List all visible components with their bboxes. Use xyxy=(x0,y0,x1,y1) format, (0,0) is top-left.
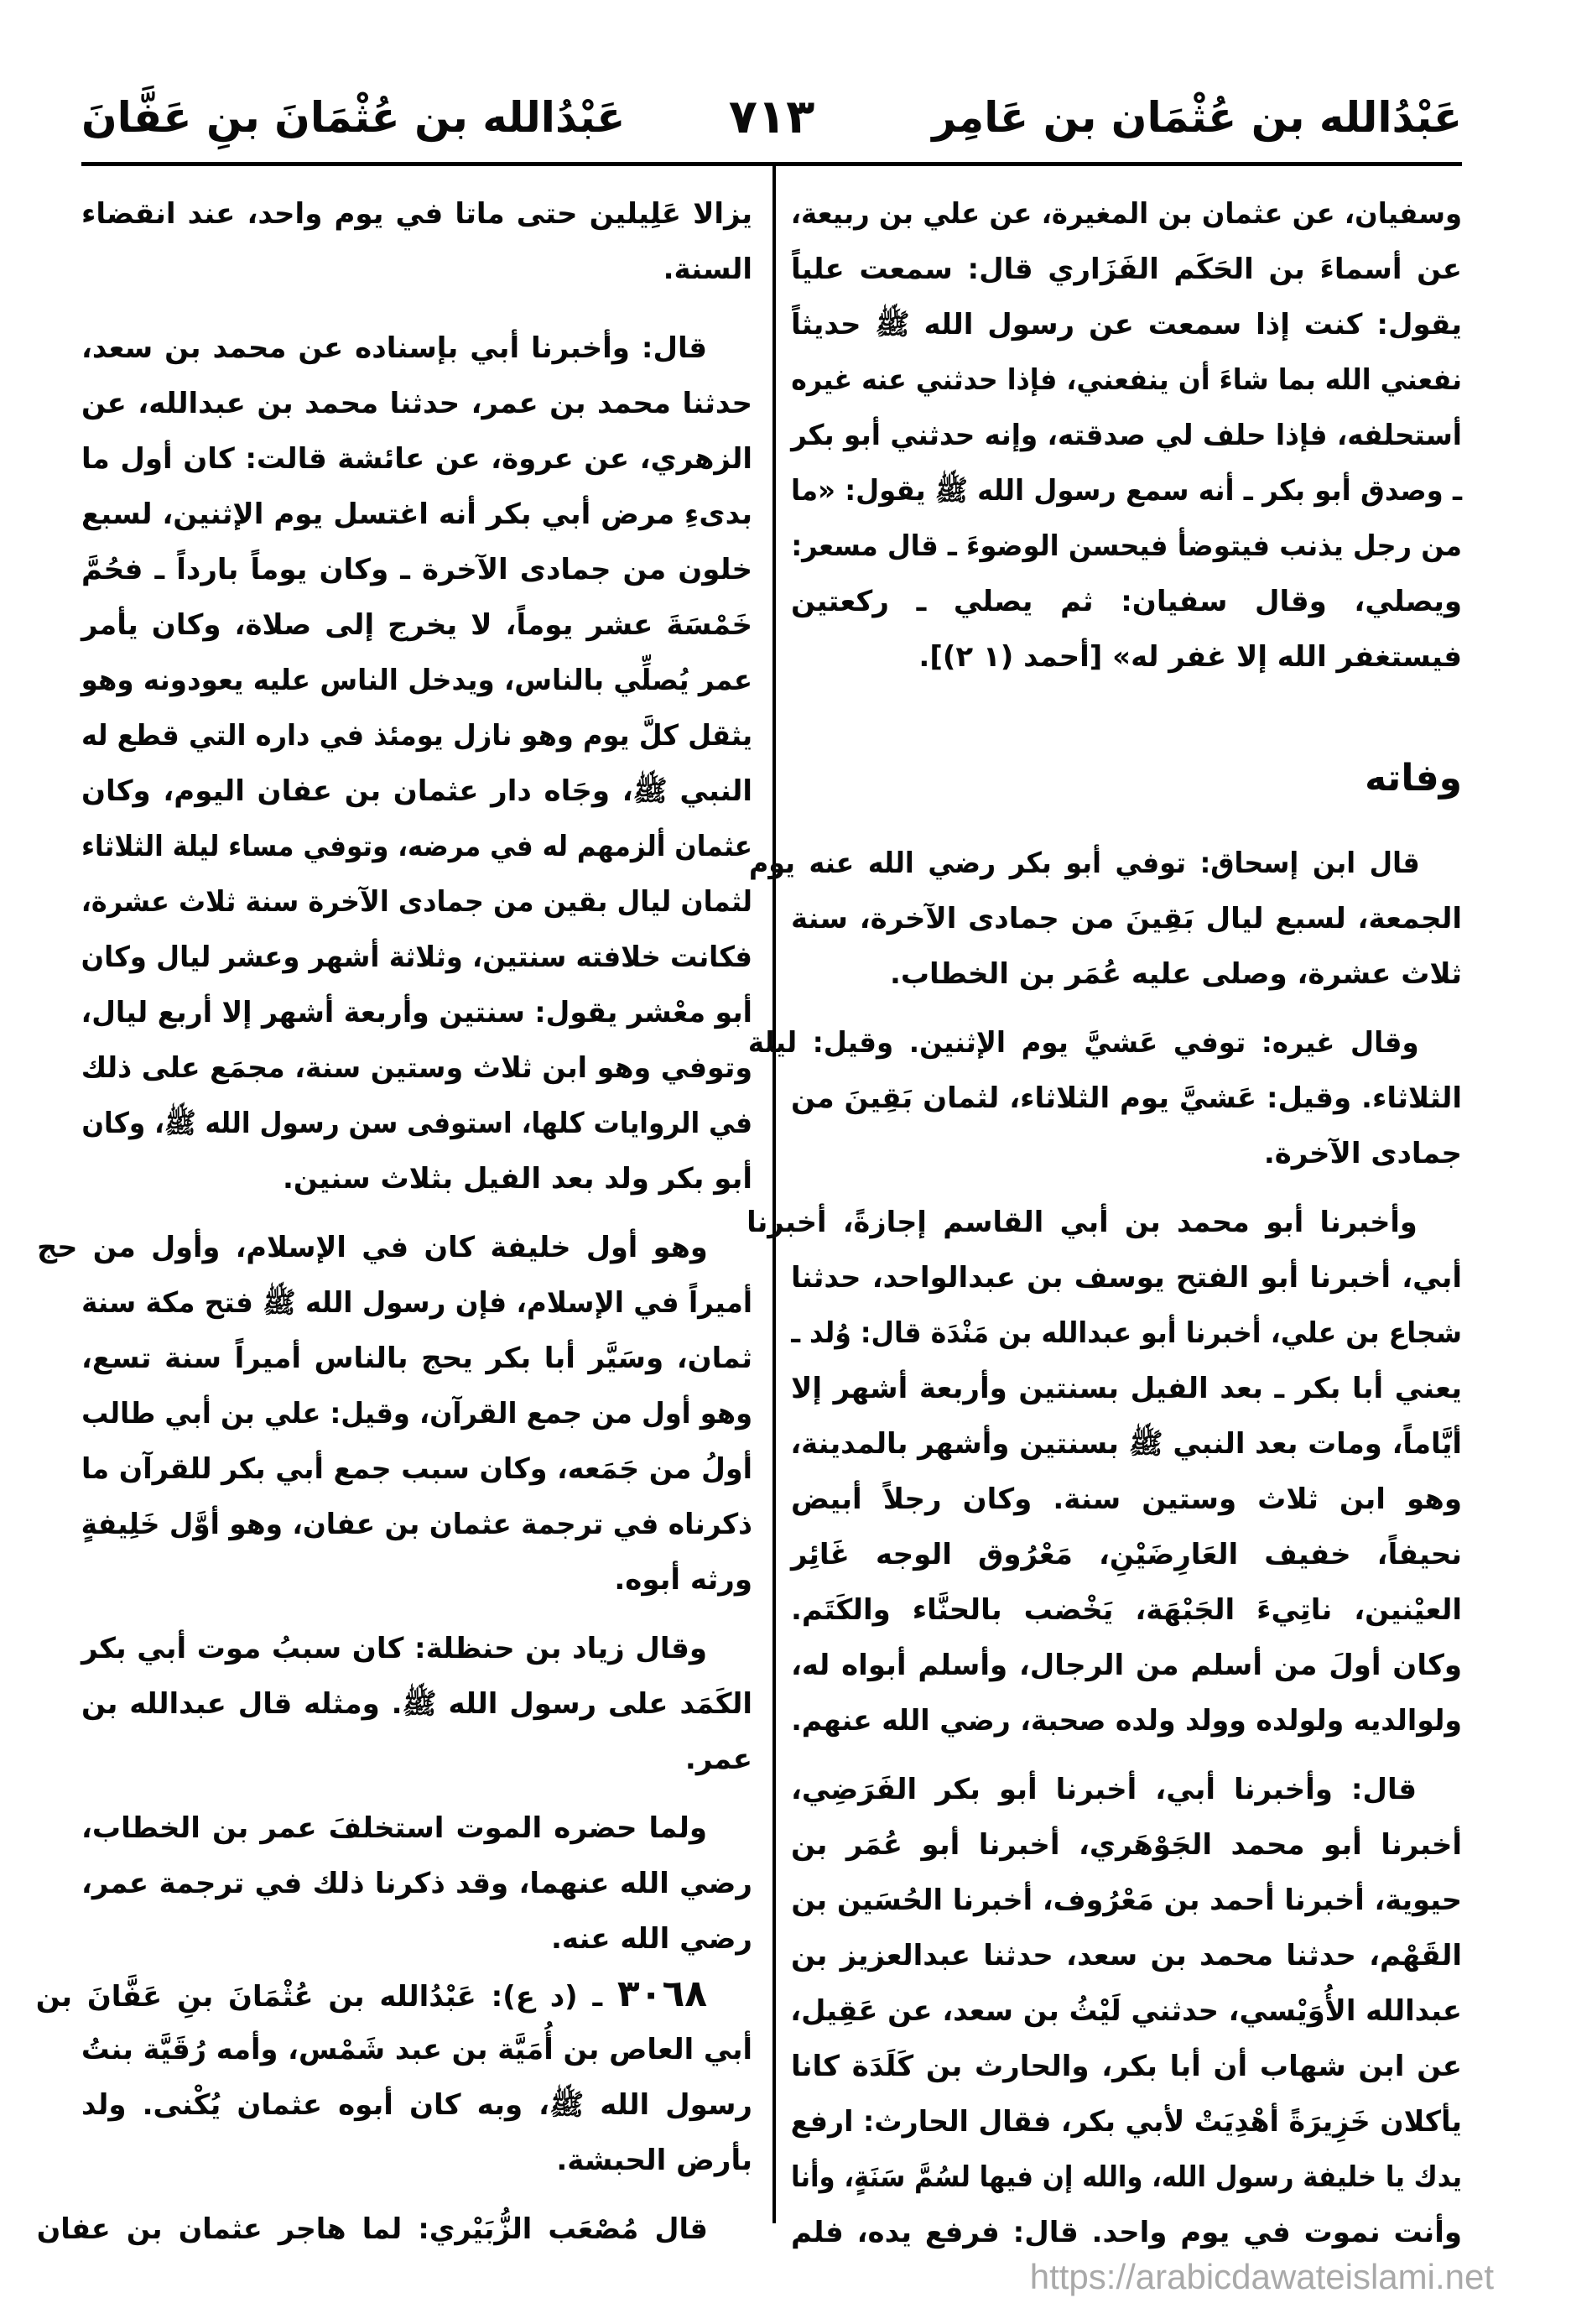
text-line: يدك يا خليفة رسول الله، والله إن فيها لسُمَّ سَنَةٍ، وأنا xyxy=(790,2160,1462,2194)
text-line: رضي الله عنهما، وقد ذكرنا ذلك في ترجمة عمر، xyxy=(81,1867,752,1900)
entry-heading-line xyxy=(36,1967,752,2022)
text-line: العيْنين، ناتِيءَ الجَبْهَة، يَخْضب بالحنَّاء والكَتَم. xyxy=(791,1593,1462,1627)
biography-entry xyxy=(35,1967,752,2188)
column-divider xyxy=(772,164,776,2223)
text-line: وسفيان، عن عثمان بن المغيرة، عن علي بن ربيعة، xyxy=(790,197,1462,231)
text-line: ثمان، وسَيَّر أبا بكر يحج بالناس أميراً سنة تسع، xyxy=(81,1342,752,1375)
text-line: خَمْسَةَ عشر يوماً، لا يخرج إلى صلاة، وكان يأمر xyxy=(81,608,752,642)
text-line: قال مُصْعَب الزُّبَيْري: لما هاجر عثمان بن عفان xyxy=(36,2212,708,2246)
text-line: نفعني الله بما شاءَ أن ينفعني، فإذا حدثني عنه غيره xyxy=(791,363,1462,397)
text-line: وكان أولَ من أسلم من الرجال، وأسلم أبواه له، xyxy=(791,1649,1462,1682)
paragraph xyxy=(81,186,752,297)
text-line: وأخبرنا أبو محمد بن أبي القاسم إجازةً، أخبرنا xyxy=(746,1206,1418,1239)
entry-name-tail: بن xyxy=(35,1980,73,2014)
paragraph xyxy=(746,1195,1462,1748)
text-line: وتوفي وهو ابن ثلاث وستين سنة، مجمَع على ذلك xyxy=(81,1051,753,1085)
running-title-left: عَبْدُالله بن عُثْمَانَ بنِ عَفَّانَ xyxy=(81,93,626,142)
text-line: عمر يُصلِّي بالناس، ويدخل الناس عليه يعودونه وهو xyxy=(81,664,752,697)
page-number: ٧١٣ xyxy=(728,90,815,144)
text-line: شجاع بن علي، أخبرنا أبو عبدالله بن مَنْدَة قال: وُلد ـ xyxy=(791,1316,1462,1350)
section-heading: وفاته xyxy=(1365,757,1462,800)
text-line: عن أسماءَ بن الحَكَم الفَزَاري قال: سمعت علياً xyxy=(791,253,1462,286)
text-line: وهو ابن ثلاث وستين سنة. وكان رجلاً أبيض xyxy=(791,1482,1462,1516)
text-line: عثمان ألزمهم له في مرضه، وتوفي مساء ليلة الثلاثاء xyxy=(81,830,752,863)
text-line: عمر. xyxy=(684,1743,752,1776)
left-column xyxy=(35,186,753,2257)
text-line: وقال زياد بن حنظلة: كان سببُ موت أبي بكر xyxy=(81,1632,707,1665)
text-line: بدىءِ مرض أبي بكر أنه اغتسل يوم الإثنين، لسبع xyxy=(81,498,752,531)
entry-name: عَبْدُالله بن عُثْمَانَ بنِ عَفَّانَ xyxy=(86,1980,476,2014)
paragraph xyxy=(81,1800,752,1967)
text-line: يعني أبا بكر ـ بعد الفيل بسنتين وأربعة أشهر إلا xyxy=(791,1372,1462,1405)
text-line: ورثه أبوه. xyxy=(614,1563,752,1597)
text-line: وقال غيره: توفي عَشيَّ يوم الإثنين. وقيل: ليلة xyxy=(747,1026,1419,1060)
text-line: أبو بكر ولد بعد الفيل بثلاث سنين. xyxy=(282,1162,752,1196)
text-line: بأرض الحبشة. xyxy=(556,2144,752,2177)
text-line: أبو معْشر يقول: سنتين وأربعة أشهر إلا أربع ليال، xyxy=(81,996,753,1029)
entry-number: ٣٠٦٨ xyxy=(616,1972,708,2015)
paragraph xyxy=(791,1762,1462,2260)
text-line: أيَّاماً، ومات بعد النبي ﷺ بسنتين وأشهر بالمدينة، xyxy=(790,1427,1462,1461)
text-line: قال ابن إسحاق: توفي أبو بكر رضي الله عنه يوم xyxy=(748,847,1420,880)
text-line: القَهْم، حدثنا محمد بن سعد، حدثنا عبدالعزيز بن xyxy=(791,1939,1462,1972)
text-line: يثقل كلَّ يوم وهو نازل يومئذ في داره التي قطع له xyxy=(81,719,752,753)
text-line: ويصلي، وقال سفيان: ثم يصلي ـ ركعتين xyxy=(791,585,1462,618)
running-title-right: عَبْدُالله بن عُثْمَان بن عَامِر xyxy=(932,93,1462,142)
paragraph xyxy=(37,1220,753,1608)
paragraph xyxy=(748,836,1462,1002)
text-line: أخبرنا أبو محمد الجَوْهَري، أخبرنا أبو عُمَر بن xyxy=(791,1828,1462,1862)
right-column xyxy=(746,186,1462,2260)
text-line: ذكرناه في ترجمة عثمان بن عفان، وهو أوَّل خَلِيفةٍ xyxy=(81,1508,752,1541)
text-line: النبي ﷺ، وجَاه دار عثمان بن عفان اليوم، وكان xyxy=(81,774,752,808)
text-line: جمادى الآخرة. xyxy=(1263,1137,1462,1170)
text-line: من رجل يذنب فيتوضأ فيحسن الوضوءَ ـ قال مسعر: xyxy=(791,529,1462,563)
text-line: ولما حضره الموت استخلفَ عمر بن الخطاب، xyxy=(81,1811,707,1845)
entry-body xyxy=(81,2022,752,2188)
text-line: أميراً في الإسلام، فإن رسول الله ﷺ فتح مكة سنة xyxy=(81,1286,752,1320)
text-line: حدثنا محمد بن عمر، حدثنا محمد بن عبدالله، عن xyxy=(81,387,752,420)
text-line: نحيفاً، خفيف العَارِضَيْنِ، مَعْرُوق الوجه غَائِر xyxy=(791,1538,1462,1571)
text-line: ثلاث عشرة، وصلى عليه عُمَر بن الخطاب. xyxy=(889,957,1462,991)
text-line: فيستغفر الله إلا غفر له» [أحمد (١ ٢)]. xyxy=(918,640,1462,674)
text-line: ـ وصدق أبو بكر ـ أنه سمع رسول الله ﷺ يقول: «ما xyxy=(790,474,1462,508)
text-line: رضي الله عنه. xyxy=(550,1922,752,1956)
text-line: الجمعة، لسبع ليال بَقِينَ من جمادى الآخرة، سنة xyxy=(791,902,1462,935)
text-line: أبي، أخبرنا أبو الفتح يوسف بن عبدالواحد، حدثنا xyxy=(791,1261,1462,1295)
text-line: أولُ من جَمَعه، وكان سبب جمع أبي بكر للقرآن ما xyxy=(81,1452,753,1486)
paragraph xyxy=(36,2202,752,2257)
text-line: لثمان ليال بقين من جمادى الآخرة سنة ثلاث عشرة، xyxy=(81,885,752,919)
header-rule xyxy=(81,162,1462,166)
text-line: في الروايات كلها، استوفى سن رسول الله ﷺ، وكان xyxy=(81,1107,752,1140)
paragraph xyxy=(81,1621,752,1787)
text-line: عبدالله الأُوَيْسي، حدثني لَيْثُ بن سعد، عن عَقِيل، xyxy=(790,1994,1462,2028)
text-line: قال: وأخبرنا أبي بإسناده عن محمد بن سعد، xyxy=(81,331,707,365)
text-line: وهو أول خليفة كان في الإسلام، وأول من حج xyxy=(37,1231,708,1264)
text-line: أبي العاص بن أُمَيَّة بن عبد شَمْس، وأمه رُقَيَّة بنتُ xyxy=(81,2033,752,2066)
text-line: ولوالديه ولولده وولد ولده صحبة، رضي الله عنهم. xyxy=(791,1704,1462,1738)
text-line: حيوية، أخبرنا أحمد بن مَعْرُوف، أخبرنا الحُسَين بن xyxy=(791,1884,1462,1917)
text-line: السنة. xyxy=(663,253,752,286)
text-line: يقول: كنت إذا سمعت عن رسول الله ﷺ حديثاً xyxy=(791,308,1462,341)
text-line: عن ابن شهاب أن أبا بكر، والحارث بن كَلَدَة كانا xyxy=(791,2050,1462,2083)
text-line: وهو أول من جمع القرآن، وقيل: علي بن أبي طالب xyxy=(81,1397,752,1430)
text-line: الكَمَد على رسول الله ﷺ. ومثله قال عبدالله بن xyxy=(81,1687,752,1721)
text-line: قال: وأخبرنا أبي، أخبرنا أبو بكر الفَرَضِي، xyxy=(791,1773,1417,1806)
text-line: يأكلان خَزِيرَةً أهْدِيَتْ لأبي بكر، فقال الحارث: ارفع xyxy=(790,2105,1462,2139)
text-line: يزالا عَلِيلين حتى ماتا في يوم واحد، عند انقضاء xyxy=(81,197,752,231)
text-line: رسول الله ﷺ، وبه كان أبوه عثمان يُكْنى. ولد xyxy=(81,2088,752,2122)
text-line: خلون من جمادى الآخرة ـ وكان يوماً بارداً ـ فحُمَّ xyxy=(81,553,752,586)
text-line: الزهري، عن عروة، عن عائشة قالت: كان أول ما xyxy=(81,442,752,476)
text-line: الثلاثاء. وقيل: عَشيَّ يوم الثلاثاء، لثمان بَقِينَ من xyxy=(791,1081,1462,1115)
running-header xyxy=(81,80,1462,155)
paragraph xyxy=(791,186,1462,685)
entry-source-codes: ـ (د ع): xyxy=(491,1980,603,2014)
text-line: أستحلفه، فإذا حلف لي صدقته، وإنه حدثني أبو بكر xyxy=(791,419,1462,452)
text-line: فكانت خلافته سنتين، وثلاثة أشهر وعشر ليال وكان xyxy=(81,941,752,974)
watermark: https://arabicdawateislami.net xyxy=(1029,2257,1494,2296)
text-line: وأنت نموت في يوم واحد. قال: فرفع يده، فلم xyxy=(791,2216,1462,2249)
paragraph xyxy=(81,320,752,1206)
paragraph xyxy=(747,1015,1462,1181)
